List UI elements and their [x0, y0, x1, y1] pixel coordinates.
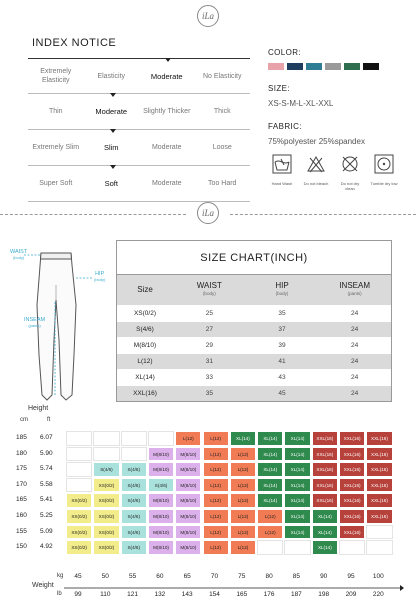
weight-kg-label: 65	[183, 573, 191, 580]
fit-cell: XXL(16)	[366, 493, 392, 508]
measurement-cell: 24	[351, 358, 359, 365]
fit-cell: M(8/10)	[175, 447, 201, 462]
notice-cell: Elasticity	[97, 72, 126, 80]
fit-cell: XXL(16)	[339, 509, 365, 524]
fit-cell: XL(14)	[284, 478, 310, 493]
fit-cell: XXL(16)	[339, 478, 365, 493]
notice-row	[28, 94, 250, 130]
notice-cell: Too Hard	[208, 180, 237, 187]
weight-kg-label: 85	[292, 573, 300, 580]
size-chart-header-cell: HIP (body)	[275, 281, 289, 296]
weight-lb-label: 99	[74, 591, 82, 598]
notice-cell: Extremely Elasticity	[40, 68, 72, 84]
height-ft-label: 4.92	[40, 543, 53, 551]
notice-cell: Super Soft	[39, 180, 73, 187]
size-chart-header-cell: INSEAM (pants)	[339, 281, 370, 296]
height-axis-title: Height	[28, 405, 49, 412]
fit-cell: L(12)	[203, 493, 229, 508]
measurement-cell: 45	[278, 390, 286, 397]
color-swatch[interactable]	[268, 63, 284, 70]
fabric-value: 75%polyester 25%spandex	[268, 137, 365, 146]
fit-cell: XXL(16)	[339, 462, 365, 477]
fit-cell: XXL(16)	[366, 478, 392, 493]
selection-marker-icon	[110, 165, 116, 169]
fit-cell: XL(14)	[284, 447, 310, 462]
height-cm-label: 185	[16, 434, 27, 441]
weight-lb-label: 143	[181, 591, 193, 598]
weight-kg-label: 55	[128, 573, 137, 580]
fit-cell: XXL(16)	[366, 462, 392, 477]
color-label: COLOR:	[268, 48, 302, 57]
fit-cell: XS(0/2)	[93, 509, 119, 524]
measurement-cell: 41	[278, 358, 286, 365]
tumble-dry-low-icon	[374, 154, 394, 174]
weight-lb-label: 187	[290, 591, 302, 598]
measurement-cell: 24	[351, 310, 359, 317]
section-divider	[230, 214, 416, 215]
notice-cell: Moderate	[151, 180, 182, 187]
weight-kg-label: 90	[320, 573, 328, 580]
fit-cell: S(4/6)	[121, 540, 147, 555]
notice-cell-selected: Soft	[104, 179, 118, 188]
height-ft-label: 5.25	[40, 512, 53, 519]
fit-cell: S(4/6)	[148, 478, 174, 493]
fabric-label: FABRIC:	[268, 122, 302, 131]
weight-lb-label: 132	[154, 591, 166, 598]
notice-cell: Extremely Slim	[32, 144, 80, 151]
fit-cell-empty	[121, 431, 147, 446]
height-cm-label: 165	[16, 496, 27, 504]
fit-cell-empty	[284, 540, 310, 555]
height-ft-label: 6.07	[40, 434, 53, 441]
size-value: XS-S-M-L-XL-XXL	[268, 99, 334, 108]
fit-cell: XXL(16)	[339, 493, 365, 508]
fit-cell-empty	[366, 540, 392, 555]
care-item: Do not bleach	[302, 154, 330, 191]
size-chart-body	[117, 305, 391, 401]
product-info	[268, 48, 398, 191]
weight-kg-label: 50	[101, 573, 109, 580]
height-ft-label: 5.90	[40, 449, 53, 457]
weight-lb-label: 220	[372, 591, 384, 598]
weight-kg-label: 95	[347, 573, 355, 580]
notice-row	[28, 166, 250, 202]
weight-lb-label: 110	[100, 591, 111, 598]
weight-lb-label: 121	[127, 591, 139, 598]
height-cm-label: 160	[16, 512, 27, 519]
color-swatches	[268, 63, 398, 70]
fit-cell: XL(14)	[230, 431, 256, 446]
brand-logo: iLa	[197, 5, 219, 27]
fit-cell: XXL(16)	[366, 447, 392, 462]
measurement-cell: 37	[278, 326, 286, 333]
size-chart-row	[117, 321, 391, 337]
fit-cell: L(12)	[230, 493, 256, 508]
fit-cell-empty	[257, 540, 283, 555]
leggings-diagram	[8, 245, 113, 405]
measurement-cell: 24	[351, 374, 359, 381]
fit-cell: M(8/10)	[175, 493, 201, 508]
height-cm-label: 170	[16, 480, 27, 488]
measurement-cell: 31	[205, 358, 213, 365]
brand-logo: iLa	[197, 202, 219, 224]
fit-cell: M(8/10)	[175, 525, 201, 540]
fit-cell: XL(14)	[312, 540, 338, 555]
weight-lb-label: 176	[263, 591, 275, 598]
color-swatch[interactable]	[325, 63, 341, 70]
height-cm-label: 175	[16, 465, 27, 473]
notice-cell-selected: Moderate	[95, 107, 128, 116]
color-swatch[interactable]	[306, 63, 322, 70]
size-chart-row	[117, 353, 391, 369]
care-item: Tumble dry low	[370, 154, 398, 191]
fit-cell: XL(14)	[284, 431, 310, 446]
fit-cell: L(12)	[230, 447, 256, 462]
height-cm-label: 150	[16, 543, 27, 551]
fit-cell-empty	[66, 431, 92, 446]
fit-cell: XXL(16)	[312, 493, 338, 508]
height-cm-label: 155	[16, 527, 27, 535]
size-chart-row	[117, 385, 391, 401]
size-chart-title: SIZE CHART(INCH)	[117, 241, 391, 275]
fit-cell: L(12)	[175, 431, 201, 446]
fit-cell: XXL(16)	[312, 462, 338, 477]
selection-marker-icon	[110, 93, 116, 97]
measurement-cell: 24	[351, 326, 359, 333]
fit-cell: L(12)	[230, 462, 256, 477]
color-swatch[interactable]	[287, 63, 303, 70]
fit-cell: M(8/10)	[175, 462, 201, 477]
index-notice-title: INDEX NOTICE	[32, 37, 117, 49]
fit-cell-empty	[148, 431, 174, 446]
height-ft-label: 5.74	[40, 465, 53, 473]
weight-kg-label: 70	[210, 573, 219, 580]
care-icons	[268, 154, 398, 191]
hand-wash-icon	[272, 154, 292, 174]
fit-cell: XL(14)	[284, 493, 310, 508]
size-chart-row	[117, 337, 391, 353]
hip-label: HIP (body)	[94, 271, 106, 282]
fit-cell: M(8/10)	[175, 478, 201, 493]
notice-cell: Thick	[213, 108, 231, 115]
weight-lb-label: 198	[318, 591, 330, 598]
measurement-cell: 29	[205, 342, 213, 349]
fit-cell-empty	[366, 525, 392, 540]
fit-cell: M(8/10)	[148, 525, 174, 540]
size-name-cell: XS(0/2)	[133, 310, 157, 317]
measurement-cell: 24	[351, 342, 359, 349]
fit-cell-empty	[66, 478, 92, 493]
no-dry-clean-icon	[340, 154, 360, 174]
fit-cell: S(4/6)	[93, 462, 119, 477]
measurement-cell: 33	[205, 374, 213, 381]
size-chart-row	[117, 305, 391, 321]
fit-cell: L(12)	[203, 462, 229, 477]
fit-cell: XXL(16)	[339, 431, 365, 446]
height-ft-label: 5.09	[40, 527, 53, 535]
fit-cell-empty	[121, 447, 147, 462]
color-swatch[interactable]	[344, 63, 360, 70]
fit-cell: XL(14)	[257, 447, 283, 462]
fit-cell: XXL(16)	[312, 447, 338, 462]
fit-cell: XS(0/2)	[66, 540, 92, 555]
height-ft-unit: ft	[47, 417, 51, 423]
size-name-cell: L(12)	[137, 358, 153, 365]
size-chart-header-cell: WAIST (body)	[196, 281, 222, 296]
measurement-cell: 35	[205, 390, 213, 397]
fit-cell: S(4/6)	[121, 478, 147, 493]
weight-axis-title: Weight	[32, 582, 54, 589]
fit-cell: XS(0/2)	[93, 478, 119, 493]
fit-cell: L(12)	[203, 478, 229, 493]
measurement-cell: 39	[278, 342, 286, 349]
fit-cell: S(4/6)	[121, 462, 147, 477]
fit-cell-empty	[93, 431, 119, 446]
weight-kg-label: 80	[265, 573, 273, 580]
weight-kg-label: 60	[156, 573, 164, 580]
waist-label: WAIST (body)	[10, 249, 28, 260]
fit-cell: L(12)	[230, 540, 256, 555]
measurement-cell: 35	[278, 310, 286, 317]
fit-cell: M(8/10)	[175, 540, 201, 555]
fit-cell: S(4/6)	[121, 509, 147, 524]
fit-cell: XXL(16)	[312, 431, 338, 446]
fit-cell: L(12)	[203, 431, 229, 446]
fit-cell: XXL(16)	[339, 447, 365, 462]
notice-row	[28, 130, 250, 166]
fit-cell: M(8/10)	[148, 509, 174, 524]
no-bleach-icon	[306, 154, 326, 174]
color-swatch[interactable]	[363, 63, 379, 70]
fit-cell: XL(14)	[284, 525, 310, 540]
weight-kg-label: 75	[238, 573, 246, 580]
notice-cell: Loose	[212, 144, 232, 151]
care-item: Hand Wash	[268, 154, 296, 191]
fit-cell: L(12)	[203, 525, 229, 540]
fit-cell: XS(0/2)	[93, 493, 119, 508]
fit-cell: M(8/10)	[148, 462, 174, 477]
weight-kg-label: 45	[74, 573, 82, 580]
index-notice-table	[28, 58, 250, 202]
fit-cell: L(12)	[203, 447, 229, 462]
fit-cell: XL(14)	[257, 478, 283, 493]
weight-lb-label: 209	[345, 591, 357, 598]
section-divider	[0, 214, 186, 215]
inseam-label: INSEAM (pants)	[24, 317, 46, 328]
fit-cell: L(12)	[257, 509, 283, 524]
notice-row	[28, 58, 250, 94]
fit-cell: L(12)	[203, 509, 229, 524]
fit-cell: L(12)	[230, 509, 256, 524]
fit-cell: M(8/10)	[148, 493, 174, 508]
size-chart-table	[116, 240, 392, 402]
fit-cell: XS(0/2)	[66, 493, 92, 508]
height-cm-unit: cm	[20, 417, 28, 423]
notice-cell: Thin	[48, 108, 63, 115]
fit-cell: L(12)	[230, 478, 256, 493]
height-cm-label: 180	[16, 449, 27, 457]
size-chart-header-cell: Size	[137, 285, 153, 294]
fit-cell: XXL(16)	[312, 478, 338, 493]
fit-cell: XL(14)	[312, 509, 338, 524]
fit-cell-empty	[93, 447, 119, 462]
weight-kg-unit: kg	[57, 573, 64, 579]
weight-lb-label: 154	[209, 591, 220, 598]
weight-lb-label: 165	[236, 591, 248, 598]
measurement-cell: 25	[205, 310, 213, 317]
fit-cell: S(4/6)	[121, 525, 147, 540]
fit-cell: M(8/10)	[148, 447, 174, 462]
fit-cell: M(8/10)	[175, 509, 201, 524]
fit-cell-empty	[339, 540, 365, 555]
notice-cell-selected: Moderate	[150, 71, 183, 81]
fit-cell: M(8/10)	[148, 540, 174, 555]
fit-cell: XL(14)	[284, 462, 310, 477]
height-weight-fit-chart	[0, 405, 416, 598]
size-name-cell: XL(14)	[135, 374, 155, 381]
notice-cell: Slightly Thicker	[143, 108, 191, 115]
selection-marker-icon	[110, 129, 116, 133]
size-name-cell: M(8/10)	[133, 342, 157, 349]
height-ft-label: 5.41	[40, 496, 53, 504]
selection-marker-icon	[165, 58, 171, 62]
size-label: SIZE:	[268, 84, 291, 93]
notice-cell: Moderate	[151, 144, 182, 151]
weight-lb-unit: lb	[57, 591, 62, 597]
size-chart-row	[117, 369, 391, 385]
weight-kg-label: 100	[372, 573, 384, 580]
fit-cell-empty	[66, 462, 92, 477]
notice-cell: No Elasticity	[202, 72, 242, 80]
fit-cell: XS(0/2)	[66, 509, 92, 524]
fit-cell: XL(14)	[312, 525, 338, 540]
fit-cell: XL(14)	[257, 462, 283, 477]
fit-cell: XL(14)	[284, 509, 310, 524]
fit-cell: XXL(16)	[366, 509, 392, 524]
notice-cell-selected: Slim	[103, 143, 119, 152]
measurement-cell: 27	[205, 326, 213, 333]
fit-cell: XXL(16)	[339, 525, 365, 540]
height-ft-label: 5.58	[40, 480, 53, 488]
fit-cell: XL(14)	[257, 493, 283, 508]
care-item: Do not dry clean	[336, 154, 364, 191]
fit-cell-empty	[66, 447, 92, 462]
size-chart-header	[117, 275, 391, 305]
fit-cell: L(12)	[257, 525, 283, 540]
fit-cell: S(4/6)	[121, 493, 147, 508]
fit-cell: L(12)	[230, 525, 256, 540]
measurement-cell: 43	[278, 374, 286, 381]
fit-cell: XS(0/2)	[66, 525, 92, 540]
size-name-cell: XXL(16)	[133, 390, 157, 397]
fit-cell: XS(0/2)	[93, 540, 119, 555]
measurement-cell: 24	[351, 390, 359, 397]
fit-cell: XXL(16)	[366, 431, 392, 446]
size-name-cell: S(4/6)	[136, 326, 154, 333]
fit-cell: L(12)	[203, 540, 229, 555]
fit-cell: XS(0/2)	[93, 525, 119, 540]
fit-cell: XL(14)	[257, 431, 283, 446]
